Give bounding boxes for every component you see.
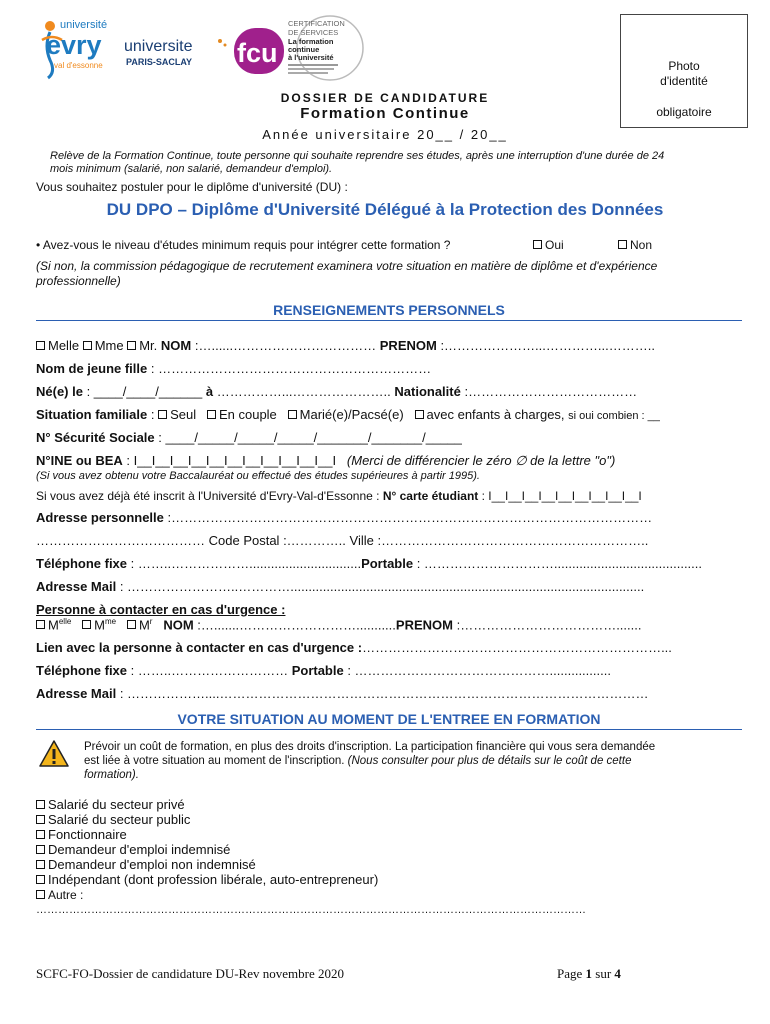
situation-familiale-row: Situation familiale : Seul En couple Marié(e)/Pacsé(e) avec enfants à charges, si oui combien : __	[36, 407, 660, 422]
footer-reference: SCFC-FO-Dossier de candidature DU-Rev novembre 2020	[36, 966, 344, 981]
intro-releve-2: mois minimum (salarié, non salarié, demandeur d'emploi).	[50, 163, 333, 175]
urgence-telephone-row: Téléphone fixe : ……..……………………… Portable : ……………………………………….................	[36, 663, 611, 678]
checkbox-situation[interactable]	[36, 875, 45, 884]
fcu-certification-logo	[232, 14, 364, 82]
situation-option-autre[interactable]: Autre :	[36, 888, 83, 902]
code-postal-field[interactable]: :…………..	[279, 533, 350, 548]
checkbox-mr[interactable]	[127, 341, 136, 350]
nom-field[interactable]: :…......……………………………	[191, 338, 380, 353]
checkbox-enfants[interactable]	[415, 410, 424, 419]
checkbox-urgence-melle[interactable]	[36, 620, 45, 629]
checkbox-urgence-mr[interactable]	[127, 620, 136, 629]
civilite-nom-prenom-row: Melle Mme Mr. NOM :…......…………………………… PRENOM :…………………...…………...………..	[36, 338, 655, 353]
telephone-row: Téléphone fixe : ……..………………...............................Portable : ………………………….........................................	[36, 556, 702, 571]
carte-etudiant-row: Si vous avez déjà été inscrit à l'Université d'Evry-Val-d'Essonne : N° carte étudiant : I__I__I__I__I__I__I__I__I__I	[36, 489, 642, 503]
niveau-oui-option[interactable]: Oui	[533, 238, 564, 252]
section-divider	[36, 320, 742, 321]
checkbox-seul[interactable]	[158, 410, 167, 419]
adresse-row: Adresse personnelle :…………………………………………………………………………………………………	[36, 510, 653, 525]
telephone-field[interactable]: : ……..………………...............................	[127, 556, 362, 571]
checkbox-situation[interactable]	[36, 815, 45, 824]
situation-option[interactable]: Indépendant (dont profession libérale, auto-entrepreneur)	[36, 872, 378, 887]
photo-identite-label: d'identité	[660, 74, 708, 88]
jeune-fille-row: Nom de jeune fille : ………………………………………………………	[36, 361, 432, 376]
du-title: DU DPO – Diplôme d'Université Délégué à la Protection des Données	[106, 200, 664, 219]
svg-text:La formation: La formation	[288, 37, 334, 46]
svg-text:continue: continue	[288, 45, 320, 54]
nom-label: NOM	[160, 338, 192, 353]
checkbox-situation[interactable]	[36, 860, 45, 869]
urgence-prenom-field[interactable]: :……………………………….......	[452, 617, 642, 633]
svg-text:fcu: fcu	[237, 38, 278, 68]
code-postal-ville-row: ………………………………… Code Postal :………….. Ville :……………………………………………………..	[36, 533, 649, 548]
prenom-label: PRENOM	[379, 338, 437, 353]
lieu-naissance-field[interactable]: ……………...…………………..	[213, 384, 395, 399]
svg-text:université: université	[60, 19, 108, 31]
section-divider-2	[36, 729, 742, 730]
svg-text:evry: evry	[46, 30, 102, 60]
urgence-heading: Personne à contacter en cas d'urgence :	[36, 602, 286, 617]
situation-option[interactable]: Fonctionnaire	[36, 827, 127, 842]
dossier-heading: DOSSIER DE CANDIDATURE	[280, 91, 490, 105]
niveau-note: (Si non, la commission pédagogique de recrutement examinera votre situation en matière de diplôme et d'expérience	[36, 259, 658, 273]
nationalite-field[interactable]: :…………………………………	[460, 384, 638, 399]
svg-text:à l'université: à l'université	[288, 53, 334, 62]
checkbox-mme[interactable]	[83, 341, 92, 350]
urgence-portable-field[interactable]: : ……………………………………….................	[343, 663, 611, 678]
warning-text-1: Prévoir un coût de formation, en plus des droits d'inscription. La participation financière qui vous sera demandée	[84, 741, 656, 753]
checkbox-situation[interactable]	[36, 830, 45, 839]
lien-urgence-field[interactable]: ……………………………………………………………...	[362, 640, 672, 655]
niveau-note-2: professionnelle)	[36, 274, 121, 288]
checkbox-non[interactable]	[618, 240, 627, 249]
securite-sociale-row: N° Sécurité Sociale : ____/_____/_____/_____/_______/_______/_____	[36, 430, 462, 445]
svg-text:CERTIFICATION: CERTIFICATION	[288, 19, 345, 28]
carte-etudiant-field[interactable]: : I__I__I__I__I__I__I__I__I__I	[478, 489, 642, 503]
lien-urgence-row: Lien avec la personne à contacter en cas d'urgence :……………………………………………………………...	[36, 640, 672, 655]
situation-option[interactable]: Demandeur d'emploi non indemnisé	[36, 857, 256, 872]
ine-field[interactable]: : I__I__I__I__I__I__I__I__I__I__I__I	[122, 453, 337, 468]
urgence-civilite-row: $M^{elle}$ $M^{me}$ $M^r$ NOM :….......………………………...........PRENOM :……………………………….......	[36, 617, 641, 632]
prenom-field[interactable]: :…………………...…………...………..	[436, 338, 655, 353]
ine-note-2: (Si vous avez obtenu votre Baccalauréat ou effectué des études supérieures à partir 1995).	[36, 470, 480, 482]
svg-text:PARIS-SACLAY: PARIS-SACLAY	[126, 57, 193, 67]
situation-option[interactable]: Salarié du secteur privé	[36, 797, 185, 812]
warning-text-2: est liée à votre situation au moment de l'inscription. (Nous consulter pour plus de détails sur le coût de cette	[84, 755, 632, 767]
niveau-question: • Avez-vous le niveau d'études minimum requis pour intégrer cette formation ?	[36, 238, 451, 252]
email-row: Adresse Mail : ……………………..…………..................................................................................................	[36, 579, 645, 594]
intro-postuler: Vous souhaitez postuler pour le diplôme d'université (DU) :	[36, 180, 348, 194]
adresse-field-2[interactable]: …………………………………	[36, 533, 209, 548]
checkbox-situation[interactable]	[36, 845, 45, 854]
date-naissance-field[interactable]: : ____/____/______	[82, 384, 206, 399]
universite-evry-logo	[38, 14, 120, 80]
ine-note: (Merci de différencier le zéro ∅ de la lettre "o")	[346, 453, 616, 468]
checkbox-melle[interactable]	[36, 341, 45, 350]
urgence-email-row: Adresse Mail : ………………....………………………………………………………………………………………	[36, 686, 649, 701]
section-situation-title: VOTRE SITUATION AU MOMENT DE L'ENTREE EN FORMATION	[177, 711, 601, 727]
jeune-fille-field[interactable]: : ………………………………………………………	[147, 361, 432, 376]
situation-option[interactable]: Salarié du secteur public	[36, 812, 190, 827]
photo-label: Photo	[668, 59, 700, 73]
urgence-telephone-field[interactable]: : ……..………………………	[127, 663, 292, 678]
situation-option[interactable]: Demandeur d'emploi indemnisé	[36, 842, 230, 857]
page-number: Page 1 sur 4	[557, 966, 621, 981]
svg-text:DE SERVICES: DE SERVICES	[288, 28, 339, 37]
email-field[interactable]: : ……………………..…………..................................................................................................	[116, 579, 645, 594]
photo-obligatoire-label: obligatoire	[656, 105, 712, 119]
ville-field[interactable]: :……………………………………………………..	[373, 533, 649, 548]
combien-field[interactable]: si oui combien : __	[568, 410, 660, 422]
ine-row: N°INE ou BEA : I__I__I__I__I__I__I__I__I__I__I__I (Merci de différencier le zéro ∅ de la lettre "o")	[36, 453, 616, 468]
urgence-email-field[interactable]: : ………………....………………………………………………………………………………………	[116, 686, 649, 701]
svg-text:val d'essonne: val d'essonne	[54, 61, 103, 70]
checkbox-marie[interactable]	[288, 410, 297, 419]
naissance-row: Né(e) le : ____/____/______ à ……………...………………….. Nationalité :…………………………………	[36, 384, 638, 399]
section-renseignements-title: RENSEIGNEMENTS PERSONNELS	[273, 302, 505, 318]
portable-field[interactable]: : ………………………….........................................	[413, 556, 702, 571]
urgence-nom-field[interactable]: :….......………………………...........	[193, 617, 396, 633]
checkbox-urgence-mme[interactable]	[82, 620, 91, 629]
checkbox-situation[interactable]	[36, 800, 45, 809]
niveau-non-option[interactable]: Non	[618, 238, 652, 252]
adresse-field[interactable]: :…………………………………………………………………………………………………	[163, 510, 653, 525]
annee-universitaire: Année universitaire 20__ / 20__	[262, 127, 508, 142]
checkbox-couple[interactable]	[207, 410, 216, 419]
warning-text-3: formation).	[84, 769, 139, 781]
checkbox-oui[interactable]	[533, 240, 542, 249]
checkbox-autre[interactable]	[36, 890, 45, 899]
warning-icon	[38, 739, 70, 769]
svg-text:universite: universite	[124, 38, 193, 55]
formation-continue-heading: Formation Continue	[300, 105, 470, 122]
autre-field[interactable]: ……………………………………………………………………………………………………………………………………	[36, 904, 586, 916]
intro-releve: Relève de la Formation Continue, toute personne qui souhaite reprendre ses études, après une interruption d'une durée de 24	[50, 150, 665, 162]
universite-paris-saclay-logo	[124, 36, 230, 70]
securite-sociale-field[interactable]: : ____/_____/_____/_____/_______/_______/_____	[154, 430, 462, 445]
